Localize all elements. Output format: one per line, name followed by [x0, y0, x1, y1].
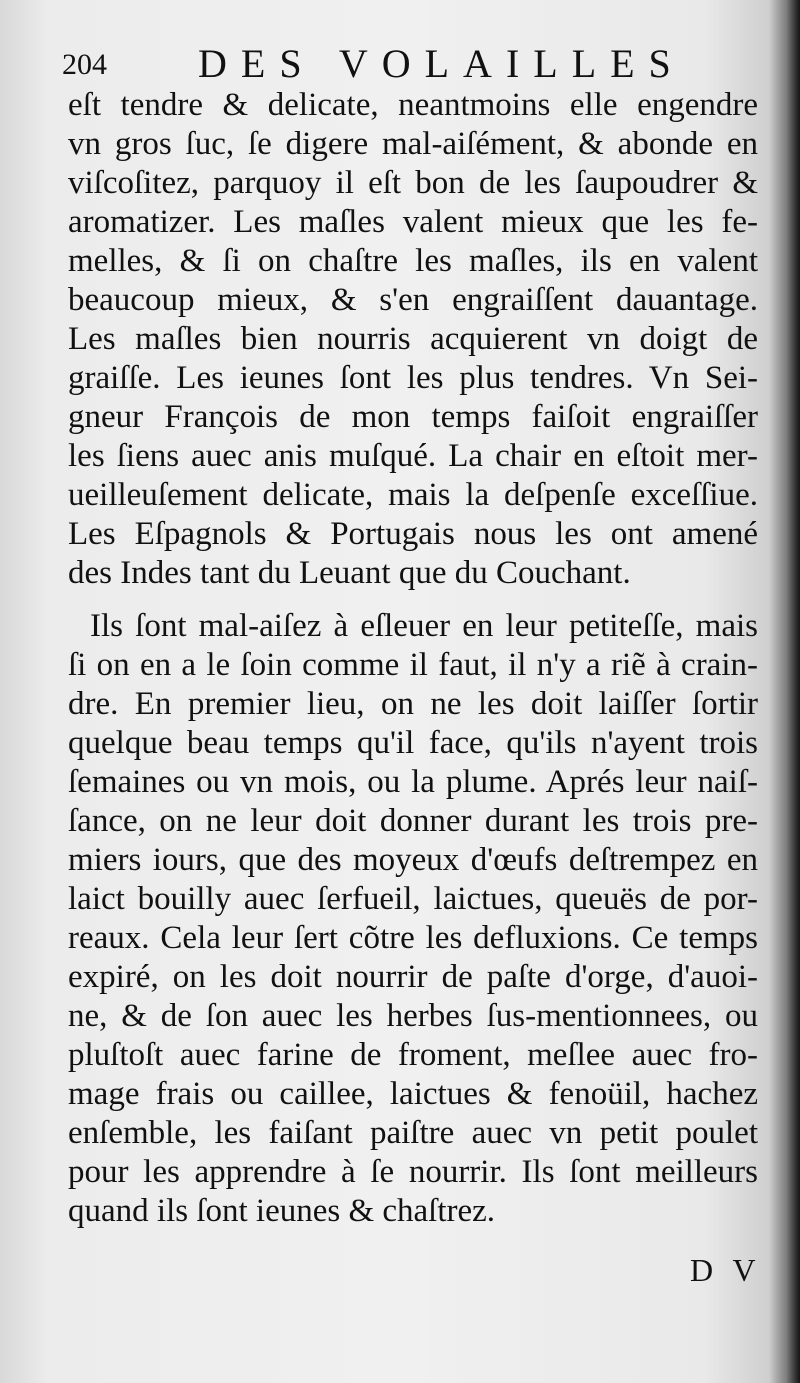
text-line: dre. En premier lieu, on ne les doit laiſſer ſortir: [68, 686, 758, 722]
text-line: quand ils ſont ieunes & chaſtrez.: [68, 1193, 496, 1229]
text-line: laict bouilly auec ſerfueil, laictues, queuës de por-: [68, 881, 758, 917]
text-line: melles, & ſi on chaſtre les maſles, ils en valent: [68, 243, 758, 279]
catchword: D V: [690, 1252, 762, 1288]
text-line: ſi on en a le ſoin comme il faut, il n'y a riẽ à crain-: [68, 647, 758, 683]
text-line: expiré, on les doit nourrir de paſte d'orge, d'auoi-: [68, 959, 758, 995]
paragraph-gap: [68, 593, 758, 607]
text-line: pluſtoſt auec farine de froment, meſlee auec fro-: [68, 1037, 758, 1073]
text-line: pour les apprendre à ſe nourrir. Ils ſont meilleurs: [68, 1154, 758, 1190]
text-line: aromatizer. Les maſles valent mieux que les fe-: [68, 204, 758, 240]
paragraph-1: [68, 86, 758, 593]
body-text: [68, 86, 758, 1231]
running-title: DES VOLAILLES: [198, 41, 685, 86]
page-gutter-shadow: [770, 0, 800, 1383]
text-line: mage frais ou caillee, laictues & fenoüil, hachez: [68, 1076, 758, 1112]
text-line: Ils ſont mal-aiſez à eſleuer en leur petiteſſe, mais: [90, 608, 758, 644]
paragraph-2: [68, 607, 758, 1231]
text-line: Les Eſpagnols & Portugais nous les ont amené: [68, 516, 758, 552]
text-line: ſance, on ne leur doit donner durant les trois pre-: [68, 803, 758, 839]
text-line: les ſiens auec anis muſqué. La chair en eſtoit mer-: [68, 438, 758, 474]
page-number: 204: [62, 48, 107, 81]
text-line: enſemble, les faiſant paiſtre auec vn petit poulet: [68, 1115, 758, 1151]
text-line: ſemaines ou vn mois, ou la plume. Aprés leur naiſ-: [68, 764, 758, 800]
page-header: [62, 40, 752, 90]
text-line: gneur François de mon temps faiſoit engraiſſer: [68, 399, 758, 435]
text-line: ueilleuſement delicate, mais la deſpenſe exceſſiue.: [68, 477, 758, 513]
text-line: quelque beau temps qu'il face, qu'ils n'ayent trois: [68, 725, 758, 761]
text-line: miers iours, que des moyeux d'œufs deſtrempez en: [68, 842, 758, 878]
text-line: beaucoup mieux, & s'en engraiſſent dauantage.: [68, 282, 758, 318]
text-line: graiſſe. Les ieunes ſont les plus tendres. Vn Sei-: [68, 360, 758, 396]
text-line: viſcoſitez, parquoy il eſt bon de les ſaupoudrer &: [68, 165, 758, 201]
text-line: vn gros ſuc, ſe digere mal-aiſément, & abonde en: [68, 126, 758, 162]
text-line: des Indes tant du Leuant que du Couchant.: [68, 555, 631, 591]
text-line: ne, & de ſon auec les herbes ſus-mentionnees, ou: [68, 998, 758, 1034]
text-line: Les maſles bien nourris acquierent vn doigt de: [68, 321, 758, 357]
text-line: reaux. Cela leur ſert cõtre les defluxions. Ce temps: [68, 920, 758, 956]
text-line: eſt tendre & delicate, neantmoins elle engendre: [68, 87, 758, 123]
